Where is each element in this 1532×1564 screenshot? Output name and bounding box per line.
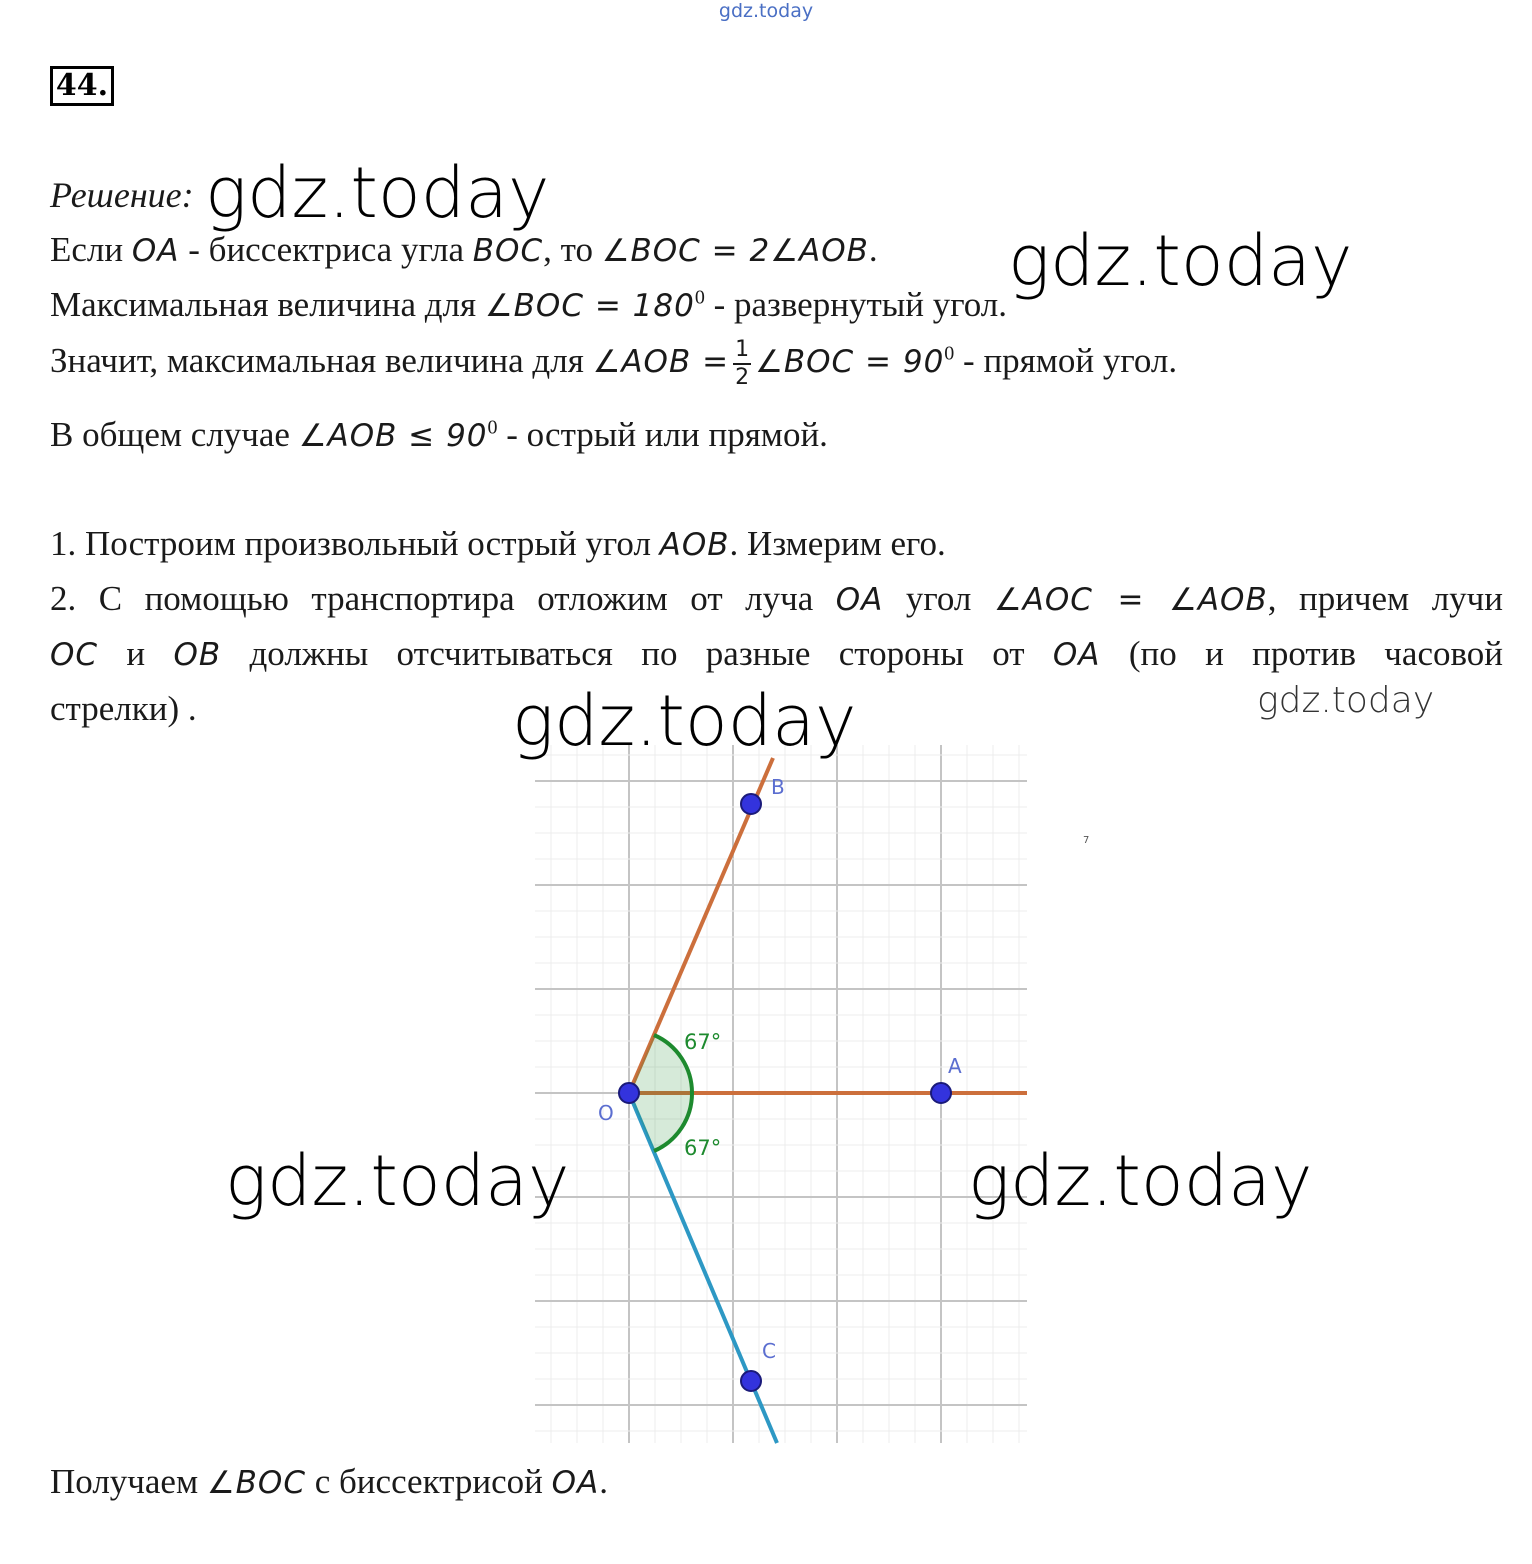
stray-mark: 7: [1083, 835, 1090, 846]
label-o: O: [598, 1101, 614, 1125]
point-o: [619, 1083, 639, 1103]
watermark-2: gdz.today: [1008, 220, 1353, 302]
point-b: [741, 794, 761, 814]
label-b: B: [771, 775, 785, 799]
watermark-1: gdz.today: [205, 152, 550, 234]
label-c: C: [762, 1339, 776, 1363]
label-a: A: [948, 1054, 962, 1078]
watermark-6: gdz.today: [968, 1140, 1313, 1222]
problem-number: 44.: [50, 66, 114, 106]
watermark-5: gdz.today: [225, 1140, 570, 1222]
step-2-line-1: 2. С помощью транспортира отложим от луча OA угол ∠AOC = ∠AOB, причем лучи: [50, 579, 1503, 618]
step-2-line-3: стрелки) .: [50, 689, 197, 728]
text-line-3: Значит, максимальная величина для ∠AOB = $\frac{1}{2}$ ∠BOC = $90^0$ - прямой угол.: [50, 337, 1178, 390]
step-1: 1. Построим произвольный острый угол AOB. Измерим его.: [50, 524, 946, 563]
text-line-1: Если OA - биссектриса угла BOC, то ∠BOC = 2∠AOB.: [50, 230, 878, 269]
fraction-one-half: $\frac{1}{2}$: [735, 337, 750, 390]
watermark-4: gdz.today: [512, 680, 857, 762]
text-line-4: В общем случае ∠AOB ≤ $90^0$ - острый или прямой.: [50, 415, 828, 454]
text-line-2: Максимальная величина для ∠BOC = $180^0$ - развернутый угол.: [50, 285, 1007, 324]
point-a: [931, 1083, 951, 1103]
top-watermark: gdz.today: [718, 0, 814, 22]
watermark-3: gdz.today: [1257, 680, 1435, 721]
angle-label-top: 67°: [684, 1030, 722, 1054]
step-2-line-2: OC и OB должны отсчитываться по разные стороны от OA (по и против часовой: [50, 634, 1503, 673]
angle-sector-aob: [629, 1035, 692, 1093]
solution-label: Решение:: [50, 175, 194, 215]
angle-label-bottom: 67°: [684, 1136, 722, 1160]
angle-sector-aoc: [629, 1093, 692, 1151]
point-c: [741, 1371, 761, 1391]
conclusion-line: Получаем ∠BOC с биссектрисой OA.: [50, 1462, 608, 1501]
